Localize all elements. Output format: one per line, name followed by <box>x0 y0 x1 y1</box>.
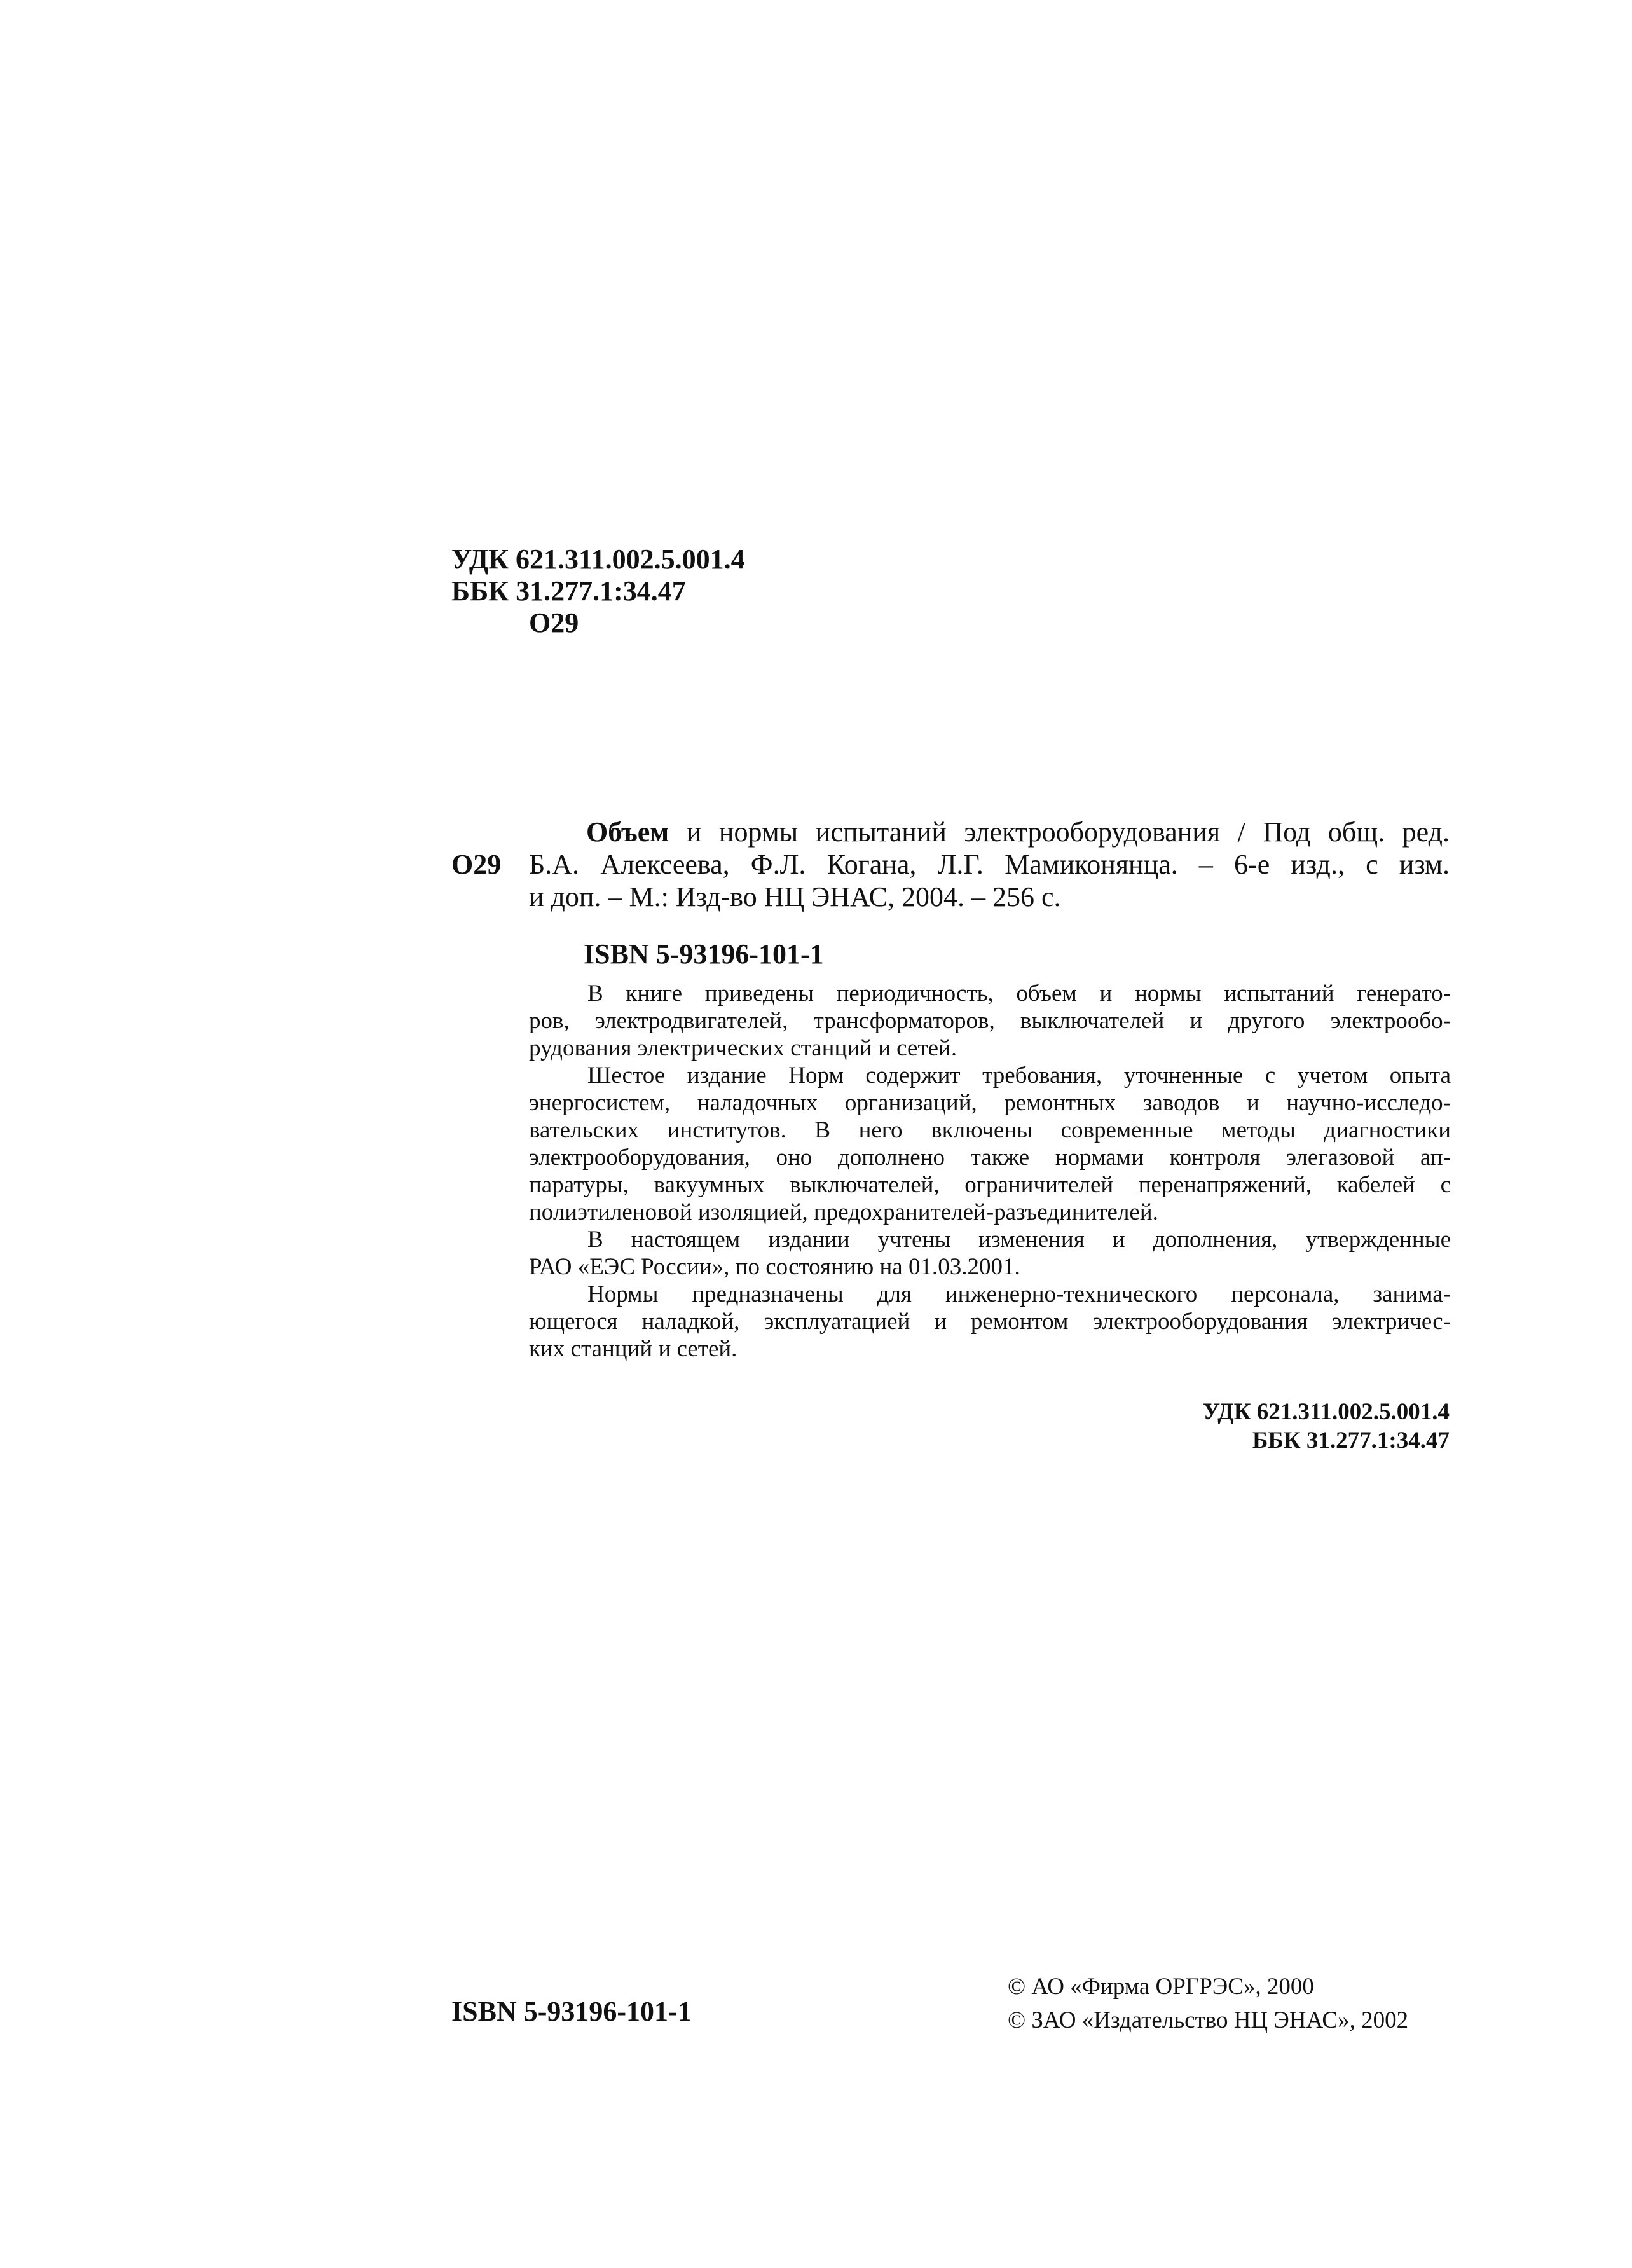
annotation-line: В настоящем издании учтены изменения и дополнения, утвержденные <box>587 1227 1451 1253</box>
biblio-line-3 <box>451 881 1450 913</box>
book-title-rest: и нормы испытаний электрооборудования / Под общ. ред. <box>669 816 1450 848</box>
book-title-bold: Объем <box>586 816 669 848</box>
isbn-inline: ISBN 5-93196-101-1 <box>584 938 824 970</box>
annotation-line: ров, электродвигателей, трансформаторов, выключателей и другого электрообо- <box>529 1008 1451 1034</box>
copyright-line-1: © АО «Фирма ОРГРЭС», 2000 <box>1008 1974 1314 2000</box>
biblio-imprint: и доп. – М.: Изд-во НЦ ЭНАС, 2004. – 256 с. <box>529 881 1061 912</box>
annotation-line: энергосистем, наладочных организаций, ремонтных заводов и научно-исследо- <box>529 1090 1451 1116</box>
bottom-classification-codes <box>1203 1398 1450 1455</box>
copyright-block <box>1008 1970 1408 2037</box>
copyright-line-2: © ЗАО «Издательство НЦ ЭНАС», 2002 <box>1008 2007 1409 2033</box>
annotation-line: паратуры, вакуумных выключателей, ограничителей перенапряжений, кабелей с <box>529 1172 1451 1198</box>
annotation-line: Нормы предназначены для инженерно-технического персонала, занима- <box>587 1281 1451 1307</box>
annotation-line: Шестое издание Норм содержит требования, уточненные с учетом опыта <box>587 1062 1451 1089</box>
biblio-author-mark: О29 <box>451 849 502 880</box>
annotation <box>529 980 1451 1363</box>
isbn-bottom: ISBN 5-93196-101-1 <box>451 1996 692 2027</box>
annotation-line: РАО «ЕЭС России», по состоянию на 01.03.2001. <box>529 1254 1020 1280</box>
annotation-line: вательских институтов. В него включены современные методы диагностики <box>529 1117 1451 1143</box>
annotation-line: рудования электрических станций и сетей. <box>529 1035 957 1061</box>
author-mark: О29 <box>529 607 579 638</box>
bibliographic-entry <box>451 816 1450 913</box>
bbk-code-bottom: ББК 31.277.1:34.47 <box>1252 1427 1450 1454</box>
udk-code: УДК 621.311.002.5.001.4 <box>451 544 745 575</box>
annotation-line: электрооборудования, оно дополнено также нормами контроля элегазовой ап- <box>529 1144 1451 1171</box>
top-classification-codes <box>451 544 745 639</box>
annotation-line: ких станций и сетей. <box>529 1336 737 1362</box>
udk-code-bottom: УДК 621.311.002.5.001.4 <box>1202 1399 1450 1425</box>
annotation-line: В книге приведены периодичность, объем и нормы испытаний генерато- <box>587 980 1451 1007</box>
annotation-line: ющегося наладкой, эксплуатацией и ремонтом электрооборудования электричес- <box>529 1309 1451 1335</box>
biblio-line-2 <box>451 848 1450 881</box>
biblio-editors: Б.А. Алексеева, Ф.Л. Когана, Л.Г. Мамиконянца. – 6-е изд., с изм. <box>529 849 1450 880</box>
biblio-line-1 <box>451 816 1450 848</box>
bbk-code: ББК 31.277.1:34.47 <box>451 575 686 607</box>
annotation-line: полиэтиленовой изоляцией, предохранителей-разъединителей. <box>529 1199 1158 1225</box>
